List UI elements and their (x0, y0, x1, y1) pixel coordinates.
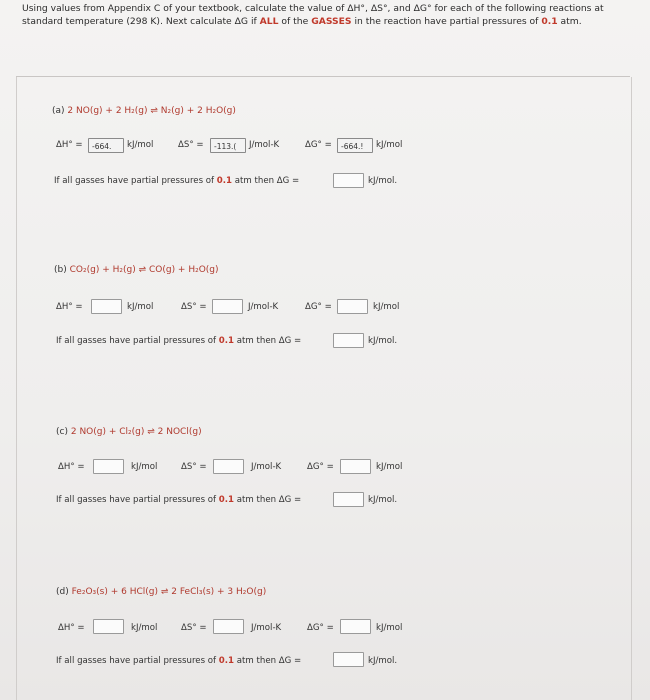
jmolk-unit: J/mol-K (251, 462, 282, 472)
instructions-all: ALL (259, 16, 279, 27)
dG-sentence-a (54, 176, 299, 186)
dg-label: ΔG° = (305, 302, 332, 312)
dG-input-b[interactable] (333, 333, 364, 348)
instructions-text: atm. (557, 16, 582, 27)
ds-input-a[interactable]: -113.( (210, 138, 246, 153)
dG-input-c[interactable] (333, 492, 364, 507)
instructions (22, 2, 627, 28)
dg-label: ΔG° = (305, 140, 332, 150)
reaction-equation: 2 NO(g) + Cl₂(g) ⇌ 2 NOCl(g) (70, 427, 202, 437)
instructions-text: Using values from Appendix C of your textbook, calculate the value of ΔH°, ΔS°, and ΔG° for each of the following reactions at standard temperature (298 K). Next calculate ΔG if (22, 3, 604, 27)
ds-label: ΔS° = (181, 302, 207, 312)
kjmol-period-unit: kJ/mol. (368, 336, 398, 346)
dh-input-a[interactable]: -664. (88, 138, 124, 153)
kjmol-unit: kJ/mol (373, 302, 400, 312)
kjmol-unit: kJ/mol (376, 623, 403, 633)
kjmol-period-unit: kJ/mol. (368, 495, 398, 505)
sentence-pressure: 0.1 (218, 656, 235, 666)
kjmol-unit: kJ/mol (376, 462, 403, 472)
part-letter: (c) (56, 427, 68, 437)
sentence-text: If all gasses have partial pressures of (56, 495, 219, 505)
reaction-b (54, 265, 219, 275)
dh-input-c[interactable] (93, 459, 124, 474)
dg-input-a[interactable]: -664.! (337, 138, 373, 153)
ds-input-c[interactable] (213, 459, 244, 474)
sentence-text: atm then ΔG = (234, 336, 302, 346)
kjmol-period-unit: kJ/mol. (368, 176, 398, 186)
sentence-text: atm then ΔG = (234, 656, 302, 666)
dh-label: ΔH° = (56, 302, 83, 312)
jmolk-unit: J/mol-K (251, 623, 282, 633)
kjmol-unit: kJ/mol (376, 140, 403, 150)
kjmol-period-unit: kJ/mol. (368, 656, 398, 666)
ds-label: ΔS° = (181, 462, 207, 472)
dh-input-d[interactable] (93, 619, 124, 634)
jmolk-unit: J/mol-K (248, 302, 279, 312)
sentence-pressure: 0.1 (216, 176, 233, 186)
dG-sentence-b (56, 336, 301, 346)
sentence-text: If all gasses have partial pressures of (56, 336, 219, 346)
dG-sentence-c (56, 495, 301, 505)
dG-input-d[interactable] (333, 652, 364, 667)
dg-label: ΔG° = (307, 462, 334, 472)
sentence-text: atm then ΔG = (234, 495, 302, 505)
dG-sentence-d (56, 656, 301, 666)
ds-label: ΔS° = (181, 623, 207, 633)
sentence-text: If all gasses have partial pressures of (54, 176, 217, 186)
dh-input-b[interactable] (91, 299, 122, 314)
ds-input-d[interactable] (213, 619, 244, 634)
kjmol-unit: kJ/mol (127, 140, 154, 150)
kjmol-unit: kJ/mol (131, 462, 158, 472)
dG-input-a[interactable] (333, 173, 364, 188)
dg-input-d[interactable] (340, 619, 371, 634)
reaction-c (56, 427, 202, 437)
part-letter: (d) (56, 587, 69, 597)
reaction-equation: Fe₂O₃(s) + 6 HCl(g) ⇌ 2 FeCl₃(s) + 3 H₂O(g) (71, 587, 267, 597)
sentence-pressure: 0.1 (218, 495, 235, 505)
ds-input-b[interactable] (212, 299, 243, 314)
reaction-equation: CO₂(g) + H₂(g) ⇌ CO(g) + H₂O(g) (69, 265, 219, 275)
dh-label: ΔH° = (58, 462, 85, 472)
instructions-text: in the reaction have partial pressures of (351, 16, 542, 27)
instructions-gasses: GASSES (311, 16, 352, 27)
part-letter: (a) (52, 106, 65, 116)
dh-label: ΔH° = (56, 140, 83, 150)
instructions-pressure: 0.1 (541, 16, 558, 27)
dg-input-c[interactable] (340, 459, 371, 474)
dg-label: ΔG° = (307, 623, 334, 633)
reaction-a (52, 106, 236, 116)
sentence-text: atm then ΔG = (232, 176, 300, 186)
sentence-pressure: 0.1 (218, 336, 235, 346)
reaction-equation: 2 NO(g) + 2 H₂(g) ⇌ N₂(g) + 2 H₂O(g) (67, 106, 236, 116)
reaction-d (56, 587, 266, 597)
sentence-text: If all gasses have partial pressures of (56, 656, 219, 666)
instructions-text: of the (278, 16, 312, 27)
part-letter: (b) (54, 265, 67, 275)
question-card (16, 77, 632, 700)
ds-label: ΔS° = (178, 140, 204, 150)
kjmol-unit: kJ/mol (127, 302, 154, 312)
jmolk-unit: J/mol-K (249, 140, 280, 150)
dh-label: ΔH° = (58, 623, 85, 633)
kjmol-unit: kJ/mol (131, 623, 158, 633)
dg-input-b[interactable] (337, 299, 368, 314)
